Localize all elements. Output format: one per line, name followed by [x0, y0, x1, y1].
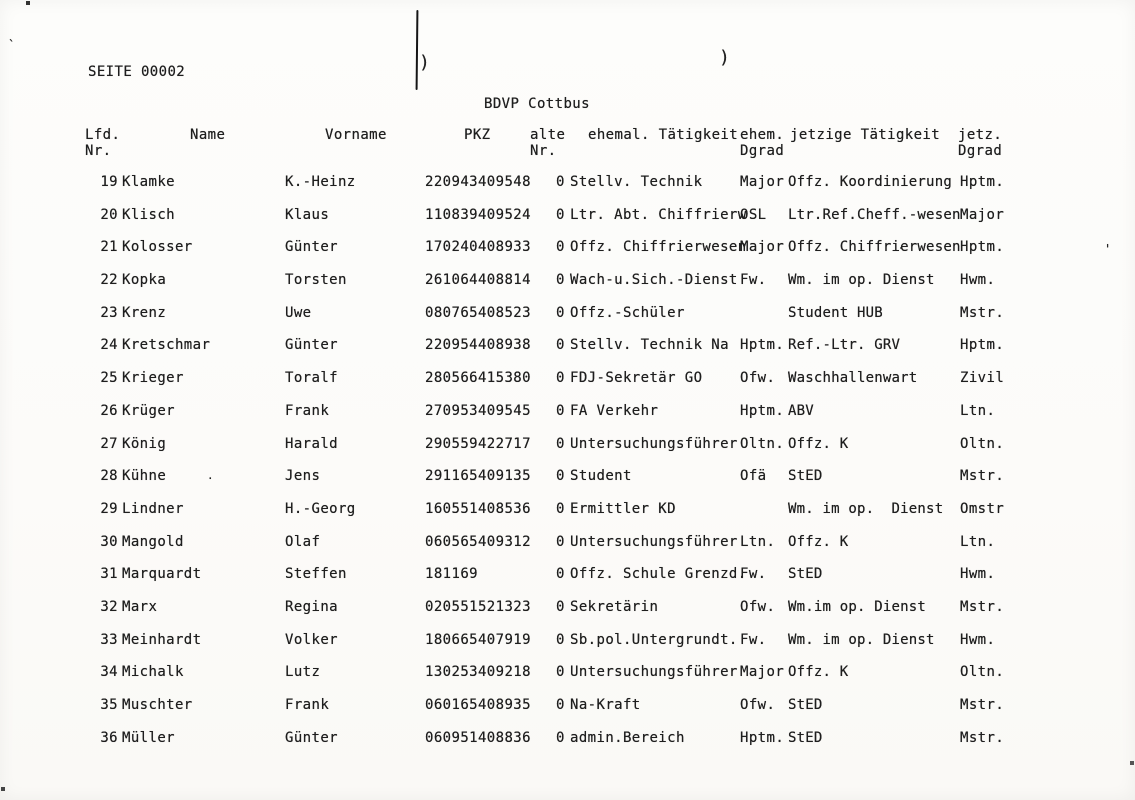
row-jetz-dgrad: Ltn.	[960, 402, 996, 419]
scan-artifact-vertical-line	[416, 10, 419, 90]
row-jetzige-taetigkeit: Wm. im op. Dienst	[788, 631, 935, 648]
row-vorname: H.-Georg	[285, 500, 356, 517]
row-pkz: 290559422717	[425, 435, 531, 452]
row-ehem-dgrad: Ofw.	[740, 370, 776, 387]
row-alte-nr: 0	[556, 239, 565, 256]
row-name: Mangold	[122, 533, 184, 550]
scan-artifact-mark: `	[8, 38, 16, 52]
col-header-jetzige-taetigkeit: jetzige Tätigkeit	[790, 127, 941, 143]
row-jetzige-taetigkeit: StED	[788, 729, 823, 746]
row-ehem-dgrad: Fw.	[740, 631, 767, 648]
row-name: Krieger	[122, 370, 184, 387]
row-ehem-dgrad: Ltn.	[740, 533, 776, 550]
row-jetz-dgrad: Hwm.	[960, 272, 996, 289]
row-jetz-dgrad: Zivil	[960, 370, 1005, 387]
row-vorname: Frank	[285, 402, 330, 419]
row-vorname: Uwe	[285, 304, 312, 321]
row-pkz: 181169	[425, 566, 478, 583]
row-ehem-dgrad: Fw.	[740, 272, 767, 289]
row-jetzige-taetigkeit: Student HUB	[788, 304, 883, 321]
row-jetz-dgrad: Hwm.	[960, 631, 996, 648]
row-ehem-dgrad: OSL	[740, 206, 767, 223]
table-row	[0, 237, 1135, 270]
row-vorname: Olaf	[285, 533, 321, 550]
row-lfd-nr: 29	[100, 500, 118, 517]
scan-artifact-mark: )	[719, 47, 730, 68]
col-header-name: Name	[190, 127, 226, 143]
row-lfd-nr: 35	[100, 697, 118, 713]
col-header-lfd: Lfd.	[85, 127, 121, 143]
row-lfd-nr: 36	[100, 729, 118, 746]
row-ehemal-taetigkeit: Stellv. Technik Na	[570, 337, 729, 354]
col-header-vorname: Vorname	[325, 127, 387, 143]
row-name: Michalk	[122, 664, 184, 681]
table-row	[0, 172, 1135, 205]
row-jetzige-taetigkeit: Wm.im op. Dienst	[788, 598, 927, 615]
row-pkz: 060951408836	[425, 729, 531, 746]
row-ehemal-taetigkeit: Ermittler KD	[570, 500, 676, 517]
row-jetz-dgrad: Mstr.	[960, 304, 1005, 321]
row-name: Klisch	[122, 206, 175, 223]
row-pkz: 180665407919	[425, 631, 531, 648]
row-alte-nr: 0	[556, 337, 565, 354]
row-jetzige-taetigkeit: Offz. K	[788, 533, 849, 550]
table-row	[0, 466, 1135, 499]
row-jetzige-taetigkeit: StED	[788, 566, 823, 583]
col-header-pkz: PKZ	[464, 127, 491, 143]
row-pkz: 170240408933	[425, 239, 531, 256]
row-lfd-nr: 23	[100, 304, 118, 321]
row-jetzige-taetigkeit: Wm. im op. Dienst	[788, 500, 944, 517]
row-jetz-dgrad: Ltn.	[960, 533, 996, 550]
row-alte-nr: 0	[556, 206, 565, 223]
row-lfd-nr: 24	[100, 337, 118, 354]
row-ehemal-taetigkeit: Offz. Chiffrierwesen	[570, 239, 747, 256]
table-row	[0, 532, 1135, 565]
row-jetzige-taetigkeit: Wm. im op. Dienst	[788, 272, 935, 289]
row-jetzige-taetigkeit: Offz. Chiffrierwesen	[788, 239, 961, 256]
col-header-lfd-nr: Nr.	[85, 143, 112, 159]
row-alte-nr: 0	[556, 402, 565, 419]
row-ehem-dgrad: Ofw.	[740, 697, 776, 713]
row-vorname: Günter	[285, 729, 338, 746]
row-ehemal-taetigkeit: FDJ-Sekretär GO	[570, 370, 703, 387]
row-name: Kolosser	[122, 239, 193, 256]
row-lfd-nr: 19	[100, 174, 118, 190]
row-jetz-dgrad: Hwm.	[960, 566, 996, 583]
row-jetz-dgrad: Mstr.	[960, 729, 1005, 746]
row-name: Müller	[122, 729, 175, 746]
col-header-ehem: ehem.	[740, 127, 785, 143]
row-vorname: Günter	[285, 239, 338, 256]
row-ehemal-taetigkeit: Offz.-Schüler	[570, 304, 685, 321]
row-pkz: 110839409524	[425, 206, 531, 223]
row-vorname: Günter	[285, 337, 338, 354]
row-pkz: 080765408523	[425, 304, 531, 321]
row-name: Lindner	[122, 500, 184, 517]
row-ehemal-taetigkeit: Untersuchungsführer	[570, 435, 738, 452]
table-row	[0, 662, 1135, 695]
row-pkz: 060565409312	[425, 533, 531, 550]
table-row	[0, 368, 1135, 401]
row-jetzige-taetigkeit: StED	[788, 468, 823, 485]
row-pkz: 060165408935	[425, 697, 531, 713]
row-jetz-dgrad: Oltn.	[960, 664, 1005, 681]
row-pkz: 160551408536	[425, 500, 531, 517]
row-ehemal-taetigkeit: Stellv. Technik	[570, 174, 703, 190]
row-jetz-dgrad: Oltn.	[960, 435, 1005, 452]
row-lfd-nr: 26	[100, 402, 118, 419]
scan-artifact-mark: '	[1104, 242, 1112, 256]
table-row	[0, 630, 1135, 663]
row-jetz-dgrad: Hptm.	[960, 174, 1005, 190]
row-ehem-dgrad: Ofw.	[740, 598, 776, 615]
row-vorname: Steffen	[285, 566, 347, 583]
row-vorname: K.-Heinz	[285, 174, 356, 190]
row-name: Meinhardt	[122, 631, 202, 648]
row-alte-nr: 0	[556, 174, 565, 190]
col-header-alte: alte	[530, 127, 566, 143]
row-alte-nr: 0	[556, 500, 565, 517]
scan-artifact-mark: )	[419, 52, 430, 73]
personnel-table	[0, 172, 1135, 760]
row-jetz-dgrad: Hptm.	[960, 239, 1005, 256]
row-jetzige-taetigkeit: ABV	[788, 402, 814, 419]
row-lfd-nr: 21	[100, 239, 118, 256]
row-alte-nr: 0	[556, 598, 565, 615]
row-alte-nr: 0	[556, 435, 565, 452]
col-header-ehem-dgrad: Dgrad	[740, 143, 785, 159]
row-lfd-nr: 27	[100, 435, 118, 452]
row-ehemal-taetigkeit: Wach-u.Sich.-Dienst	[570, 272, 738, 289]
row-pkz: 280566415380	[425, 370, 531, 387]
row-lfd-nr: 32	[100, 598, 118, 615]
row-jetz-dgrad: Major	[960, 206, 1005, 223]
table-row	[0, 597, 1135, 630]
row-vorname: Volker	[285, 631, 338, 648]
row-vorname: Torsten	[285, 272, 347, 289]
row-lfd-nr: 28	[100, 468, 118, 485]
row-name: Kopka	[122, 272, 167, 289]
col-header-ehemal-taetigkeit: ehemal. Tätigkeit	[588, 127, 739, 143]
row-ehem-dgrad: Hptm.	[740, 337, 785, 354]
row-name: Kühne	[122, 468, 167, 485]
row-jetz-dgrad: Mstr.	[960, 468, 1005, 485]
row-jetzige-taetigkeit: StED	[788, 697, 823, 713]
col-header-alte-nr: Nr.	[530, 143, 557, 159]
scan-artifact-mark: ·	[207, 472, 214, 485]
row-name: Muschter	[122, 697, 193, 713]
table-row	[0, 303, 1135, 336]
row-lfd-nr: 34	[100, 664, 118, 681]
row-lfd-nr: 25	[100, 370, 118, 387]
row-alte-nr: 0	[556, 729, 565, 746]
row-ehemal-taetigkeit: Untersuchungsführer	[570, 533, 738, 550]
row-ehemal-taetigkeit: Sb.pol.Untergrundt.	[570, 631, 738, 648]
row-pkz: 220954408938	[425, 337, 531, 354]
row-name: Marx	[122, 598, 158, 615]
row-ehemal-taetigkeit: Ltr. Abt. Chiffrierw	[570, 206, 747, 223]
row-ehemal-taetigkeit: admin.Bereich	[570, 729, 685, 746]
row-vorname: Klaus	[285, 206, 330, 223]
row-vorname: Toralf	[285, 370, 338, 387]
row-ehem-dgrad: Fw.	[740, 566, 767, 583]
row-lfd-nr: 20	[100, 206, 118, 223]
document-title: BDVP Cottbus	[484, 96, 590, 112]
row-lfd-nr: 33	[100, 631, 118, 648]
row-pkz: 020551521323	[425, 598, 531, 615]
row-lfd-nr: 22	[100, 272, 118, 289]
table-row	[0, 205, 1135, 238]
row-name: Klamke	[122, 174, 175, 190]
row-name: König	[122, 435, 167, 452]
scan-artifact-speckles	[0, 0, 2, 2]
row-ehem-dgrad: Oltn.	[740, 435, 785, 452]
page-number-label: SEITE 00002	[88, 64, 186, 80]
row-pkz: 130253409218	[425, 664, 531, 681]
row-ehemal-taetigkeit: FA Verkehr	[570, 402, 659, 419]
row-ehemal-taetigkeit: Untersuchungsführer	[570, 664, 738, 681]
row-jetzige-taetigkeit: Offz. K	[788, 664, 849, 681]
row-lfd-nr: 31	[100, 566, 118, 583]
table-row	[0, 695, 1135, 728]
row-jetzige-taetigkeit: Waschhallenwart	[788, 370, 918, 387]
table-row	[0, 434, 1135, 467]
row-alte-nr: 0	[556, 370, 565, 387]
row-jetz-dgrad: Mstr.	[960, 697, 1005, 713]
row-vorname: Lutz	[285, 664, 321, 681]
row-ehem-dgrad: Major	[740, 664, 785, 681]
row-name: Marquardt	[122, 566, 202, 583]
row-ehem-dgrad: Major	[740, 239, 785, 256]
row-ehemal-taetigkeit: Offz. Schule Grenzd.	[570, 566, 747, 583]
row-alte-nr: 0	[556, 631, 565, 648]
row-jetzige-taetigkeit: Ltr.Ref.Cheff.-wesen	[788, 206, 961, 223]
table-row	[0, 564, 1135, 597]
row-ehemal-taetigkeit: Na-Kraft	[570, 697, 641, 713]
table-row	[0, 499, 1135, 532]
row-name: Krüger	[122, 402, 175, 419]
row-alte-nr: 0	[556, 304, 565, 321]
row-jetz-dgrad: Omstr	[960, 500, 1005, 517]
row-jetz-dgrad: Hptm.	[960, 337, 1005, 354]
table-row	[0, 401, 1135, 434]
row-ehem-dgrad: Major	[740, 174, 785, 190]
col-header-jetz-dgrad: Dgrad	[958, 143, 1003, 159]
row-lfd-nr: 30	[100, 533, 118, 550]
row-ehem-dgrad: Hptm.	[740, 729, 785, 746]
row-alte-nr: 0	[556, 468, 565, 485]
table-row	[0, 728, 1135, 761]
row-jetzige-taetigkeit: Offz. Koordinierung	[788, 174, 952, 190]
row-alte-nr: 0	[556, 697, 565, 713]
row-alte-nr: 0	[556, 533, 565, 550]
row-vorname: Frank	[285, 697, 330, 713]
row-pkz: 270953409545	[425, 402, 531, 419]
row-jetz-dgrad: Mstr.	[960, 598, 1005, 615]
row-name: Krenz	[122, 304, 167, 321]
row-pkz: 291165409135	[425, 468, 531, 485]
row-alte-nr: 0	[556, 566, 565, 583]
row-ehemal-taetigkeit: Sekretärin	[570, 598, 659, 615]
row-jetzige-taetigkeit: Offz. K	[788, 435, 849, 452]
row-jetzige-taetigkeit: Ref.-Ltr. GRV	[788, 337, 901, 354]
row-vorname: Regina	[285, 598, 338, 615]
row-name: Kretschmar	[122, 337, 211, 354]
row-vorname: Harald	[285, 435, 338, 452]
row-pkz: 220943409548	[425, 174, 531, 190]
row-ehem-dgrad: Ofä	[740, 468, 767, 485]
row-alte-nr: 0	[556, 664, 565, 681]
row-vorname: Jens	[285, 468, 321, 485]
table-row	[0, 335, 1135, 368]
table-row	[0, 270, 1135, 303]
row-ehem-dgrad: Hptm.	[740, 402, 785, 419]
col-header-jetz: jetz.	[958, 127, 1003, 143]
row-pkz: 261064408814	[425, 272, 531, 289]
row-alte-nr: 0	[556, 272, 565, 289]
row-ehemal-taetigkeit: Student	[570, 468, 632, 485]
